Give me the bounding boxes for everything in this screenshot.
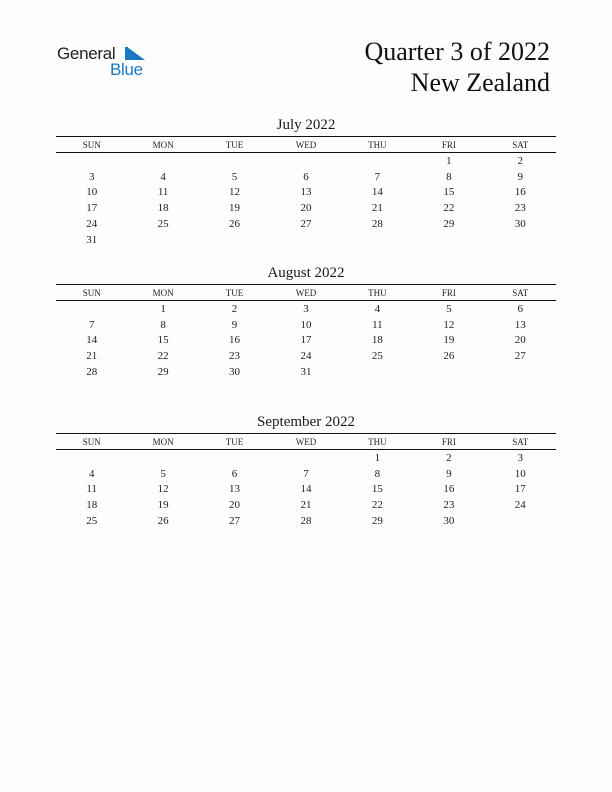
week-row (56, 185, 556, 201)
week-row (56, 513, 556, 529)
weekday-header: TUE (199, 285, 270, 301)
empty-cell (270, 232, 341, 248)
day-cell: 24 (514, 499, 526, 512)
calendar-grid (56, 136, 556, 248)
day-cell: 26 (229, 218, 241, 231)
day-cell: 14 (86, 334, 98, 347)
day-cell: 20 (229, 499, 241, 512)
day-cell: 1 (160, 302, 166, 315)
day-cell: 30 (229, 366, 241, 379)
day-cell: 18 (157, 202, 169, 215)
day-cell: 31 (86, 233, 98, 246)
weekday-header: THU (342, 434, 413, 450)
day-cell: 11 (372, 318, 383, 331)
day-cell: 28 (371, 218, 383, 231)
day-cell: 7 (374, 170, 381, 183)
day-cell: 28 (86, 366, 98, 379)
week-row (56, 169, 556, 185)
weekday-header: TUE (199, 434, 270, 450)
day-cell: 19 (157, 499, 169, 512)
day-cell: 13 (514, 318, 526, 331)
day-cell: 2 (446, 451, 452, 464)
day-cell: 2 (517, 154, 524, 167)
empty-cell (342, 232, 413, 248)
empty-cell (127, 232, 198, 248)
day-cell: 17 (86, 202, 98, 215)
empty-cell (199, 232, 270, 248)
day-cell: 29 (443, 218, 455, 231)
weekday-header: SAT (485, 434, 556, 450)
page-title (364, 36, 550, 98)
day-cell: 27 (514, 350, 526, 363)
weekday-header: THU (342, 285, 413, 301)
country-title: New Zealand (410, 68, 550, 97)
weekday-header: FRI (413, 137, 484, 153)
day-cell: 29 (157, 366, 169, 379)
day-cell: 6 (231, 467, 238, 480)
week-row (56, 497, 556, 513)
day-cell: 5 (446, 302, 452, 315)
day-cell: 5 (160, 467, 166, 480)
week-row (56, 216, 556, 232)
day-cell: 1 (446, 154, 452, 167)
day-cell: 6 (517, 302, 524, 315)
day-cell: 22 (157, 350, 169, 363)
day-cell: 14 (300, 483, 312, 496)
day-cell: 4 (88, 467, 95, 480)
day-cell: 27 (300, 218, 312, 231)
day-cell: 22 (443, 202, 455, 215)
day-cell: 4 (160, 170, 166, 183)
empty-cell (485, 232, 556, 248)
day-cell: 20 (514, 334, 526, 347)
day-cell: 25 (86, 515, 98, 528)
day-cell: 16 (514, 186, 526, 199)
day-cell: 22 (371, 499, 383, 512)
day-cell: 23 (229, 350, 241, 363)
weekday-header: MON (127, 434, 198, 450)
day-cell: 28 (300, 515, 312, 528)
quarter-title: Quarter 3 of 2022 (364, 37, 550, 66)
empty-cell (127, 450, 198, 466)
day-cell: 16 (229, 334, 241, 347)
weekday-header: WED (270, 434, 341, 450)
logo (57, 44, 157, 84)
week-row (56, 333, 556, 349)
empty-cell (199, 450, 270, 466)
day-cell: 3 (88, 170, 95, 183)
day-cell: 26 (443, 350, 455, 363)
day-cell: 12 (157, 483, 169, 496)
weekday-header: SAT (485, 285, 556, 301)
day-cell: 15 (371, 483, 383, 496)
day-cell: 15 (443, 186, 455, 199)
day-cell: 9 (446, 467, 452, 480)
empty-cell (56, 153, 127, 169)
logo-text-general: General (57, 44, 116, 63)
weekday-header: FRI (413, 285, 484, 301)
day-cell: 18 (371, 334, 383, 347)
day-cell: 26 (157, 515, 169, 528)
empty-cell (270, 450, 341, 466)
day-cell: 3 (517, 451, 524, 464)
day-cell: 11 (157, 186, 169, 199)
weekday-header: MON (127, 137, 198, 153)
week-row (56, 482, 556, 498)
day-cell: 17 (514, 483, 526, 496)
month-title: August 2022 (267, 265, 345, 281)
day-cell: 14 (371, 186, 383, 199)
day-cell: 10 (300, 318, 312, 331)
day-cell: 17 (300, 334, 312, 347)
day-cell: 4 (374, 302, 381, 315)
day-cell: 8 (160, 318, 166, 331)
day-cell: 11 (86, 483, 97, 496)
day-cell: 25 (371, 350, 383, 363)
day-cell: 21 (86, 350, 98, 363)
calendar-grid (56, 284, 556, 380)
empty-cell (342, 364, 413, 380)
month-august (56, 264, 556, 380)
week-row (56, 317, 556, 333)
calendar-grid (56, 433, 556, 529)
week-row (56, 153, 556, 169)
month-july (56, 116, 556, 248)
day-cell: 25 (157, 218, 169, 231)
day-cell: 9 (517, 170, 524, 183)
empty-cell (199, 153, 270, 169)
empty-cell (56, 450, 127, 466)
logo-text-blue: Blue (110, 60, 143, 79)
day-cell: 20 (300, 202, 312, 215)
empty-cell (127, 153, 198, 169)
day-cell: 3 (303, 302, 309, 315)
day-cell: 30 (514, 218, 526, 231)
day-cell: 21 (300, 499, 312, 512)
day-cell: 29 (371, 515, 383, 528)
day-cell: 27 (229, 515, 241, 528)
weekday-header: MON (127, 285, 198, 301)
day-cell: 8 (446, 170, 452, 183)
month-september (56, 413, 556, 529)
day-cell: 10 (86, 186, 98, 199)
weekday-header: SUN (56, 285, 127, 301)
day-cell: 12 (443, 318, 455, 331)
day-cell: 15 (157, 334, 169, 347)
empty-cell (485, 513, 556, 529)
day-cell: 12 (229, 186, 241, 199)
day-cell: 21 (371, 202, 383, 215)
logo-triangle-icon (127, 47, 145, 60)
day-cell: 16 (443, 483, 455, 496)
empty-cell (56, 301, 127, 317)
week-row (56, 466, 556, 482)
week-row (56, 200, 556, 216)
day-cell: 9 (231, 318, 238, 331)
empty-cell (270, 153, 341, 169)
month-title: September 2022 (257, 414, 355, 430)
weekday-header: WED (270, 137, 341, 153)
day-cell: 19 (229, 202, 241, 215)
weekday-header: TUE (199, 137, 270, 153)
week-row (56, 450, 556, 466)
day-cell: 23 (443, 499, 455, 512)
empty-cell (485, 364, 556, 380)
empty-cell (342, 153, 413, 169)
weekday-header: WED (270, 285, 341, 301)
day-cell: 5 (231, 170, 238, 183)
day-cell: 6 (303, 170, 309, 183)
day-cell: 24 (300, 350, 312, 363)
day-cell: 19 (443, 334, 455, 347)
week-row (56, 232, 556, 248)
day-cell: 23 (514, 202, 526, 215)
weekday-header: SUN (56, 137, 127, 153)
day-cell: 7 (303, 467, 309, 480)
month-title: July 2022 (276, 117, 336, 133)
week-row (56, 364, 556, 380)
day-cell: 30 (443, 515, 455, 528)
day-cell: 2 (231, 302, 238, 315)
weekday-header: SUN (56, 434, 127, 450)
weekday-header: THU (342, 137, 413, 153)
day-cell: 10 (514, 467, 526, 480)
day-cell: 18 (86, 499, 98, 512)
day-cell: 7 (88, 318, 95, 331)
day-cell: 24 (86, 218, 98, 231)
empty-cell (413, 364, 484, 380)
day-cell: 8 (374, 467, 381, 480)
week-row (56, 348, 556, 364)
day-cell: 31 (300, 366, 312, 379)
empty-cell (413, 232, 484, 248)
day-cell: 13 (229, 483, 241, 496)
weekday-header: SAT (485, 137, 556, 153)
day-cell: 1 (374, 451, 381, 464)
day-cell: 13 (300, 186, 312, 199)
weekday-header: FRI (413, 434, 484, 450)
week-row (56, 301, 556, 317)
